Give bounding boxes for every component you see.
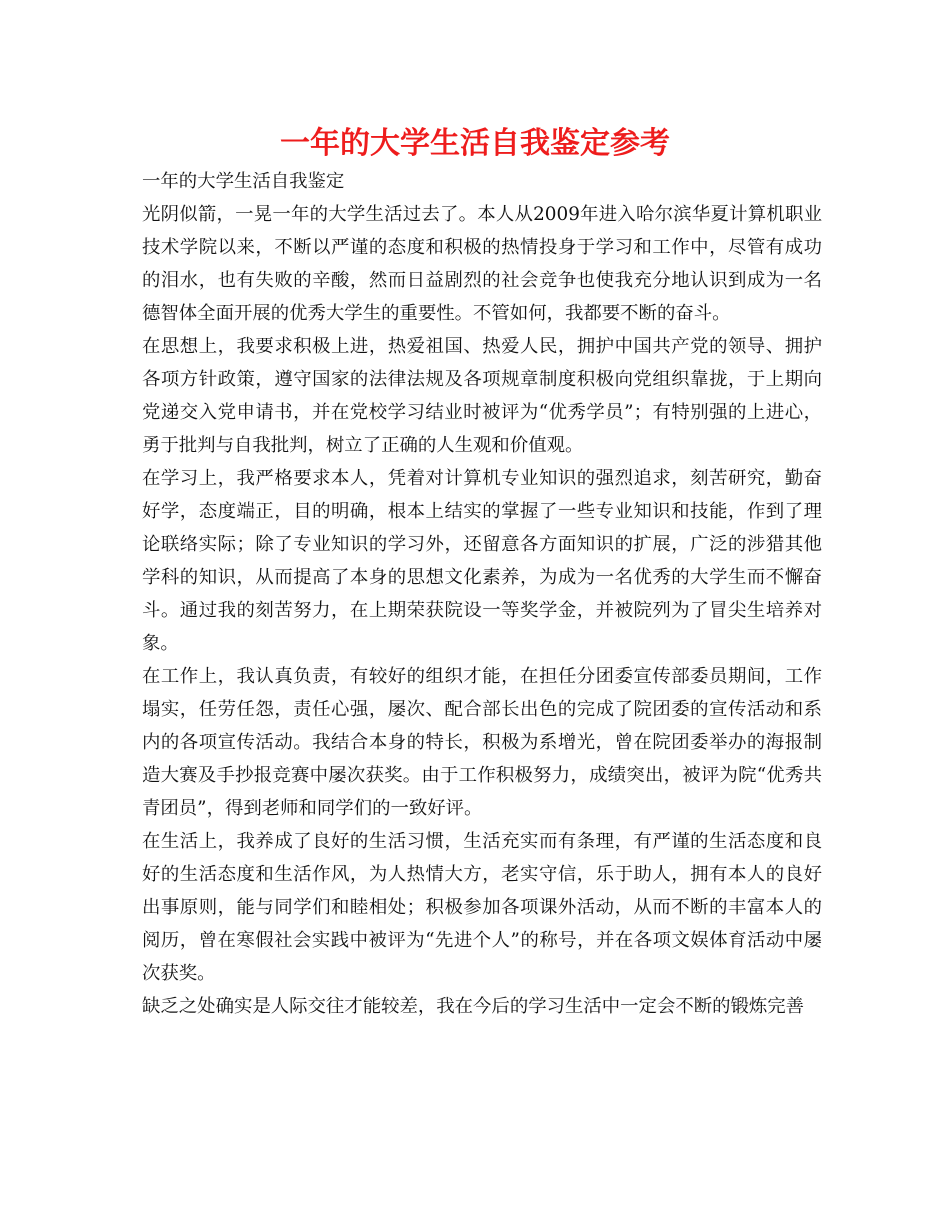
paragraph-study: 在学习上，我严格要求本人，凭着对计算机专业知识的强烈追求，刻苦研究，勤奋好学，态度端正，目的明确，根本上结实的掌握了一些专业知识和技能，作到了理论联络实际；除了专业知识的学习外，还留意各方面知识的扩展，广泛的涉猎其他学科的知识，从而提高了本身的思想文化素养，为成为一名优秀的大学生而不懈奋斗。通过我的刻苦努力，在上期荣获院设一等奖学金，并被院列为了冒尖生培养对象。 [142,468,822,654]
paragraph-intro: 光阴似箭，一晃一年的大学生活过去了。本人从2009年进入哈尔滨华夏计算机职业技术学院以来，不断以严谨的态度和积极的热情投身于学习和工作中，尽管有成功的泪水，也有失败的辛酸，然而日益剧烈的社会竞争也使我充分地认识到成为一名德智体全面开展的优秀大学生的重要性。不管如何，我都要不断的奋斗。 [142,204,822,324]
document-title: 一年的大学生活自我鉴定参考 [280,126,670,161]
paragraph-work: 在工作上，我认真负责，有较好的组织才能，在担任分团委宣传部委员期间，工作塌实，任劳任怨，责任心强，屡次、配合部长出色的完成了院团委的宣传活动和系内的各项宣传活动。我结合本身的特长，积极为系增光，曾在院团委举办的海报制造大赛及手抄报竞赛中屡次获奖。由于工作积极努力，成绩突出，被评为院“优秀共青团员”，得到老师和同学们的一致好评。 [142,666,822,819]
document-subtitle: 一年的大学生活自我鉴定 [142,171,345,192]
document-body [142,165,822,1023]
paragraph-shortcomings: 缺乏之处确实是人际交往才能较差，我在今后的学习生活中一定会不断的锻炼完善 [142,996,805,1017]
paragraph-thought: 在思想上，我要求积极上进，热爱祖国、热爱人民，拥护中国共产党的领导、拥护各项方针政策，遵守国家的法律法规及各项规章制度积极向党组织靠拢，于上期向党递交入党申请书，并在党校学习结业时被评为“优秀学员”；有特别强的上进心，勇于批判与自我批判，树立了正确的人生观和价值观。 [142,336,822,456]
paragraph-life: 在生活上，我养成了良好的生活习惯，生活充实而有条理，有严谨的生活态度和良好的生活态度和生活作风，为人热情大方，老实守信，乐于助人，拥有本人的良好出事原则，能与同学们和睦相处；积极参加各项课外活动，从而不断的丰富本人的阅历，曾在寒假社会实践中被评为“先进个人”的称号，并在各项文娱体育活动中屡次获奖。 [142,831,822,984]
